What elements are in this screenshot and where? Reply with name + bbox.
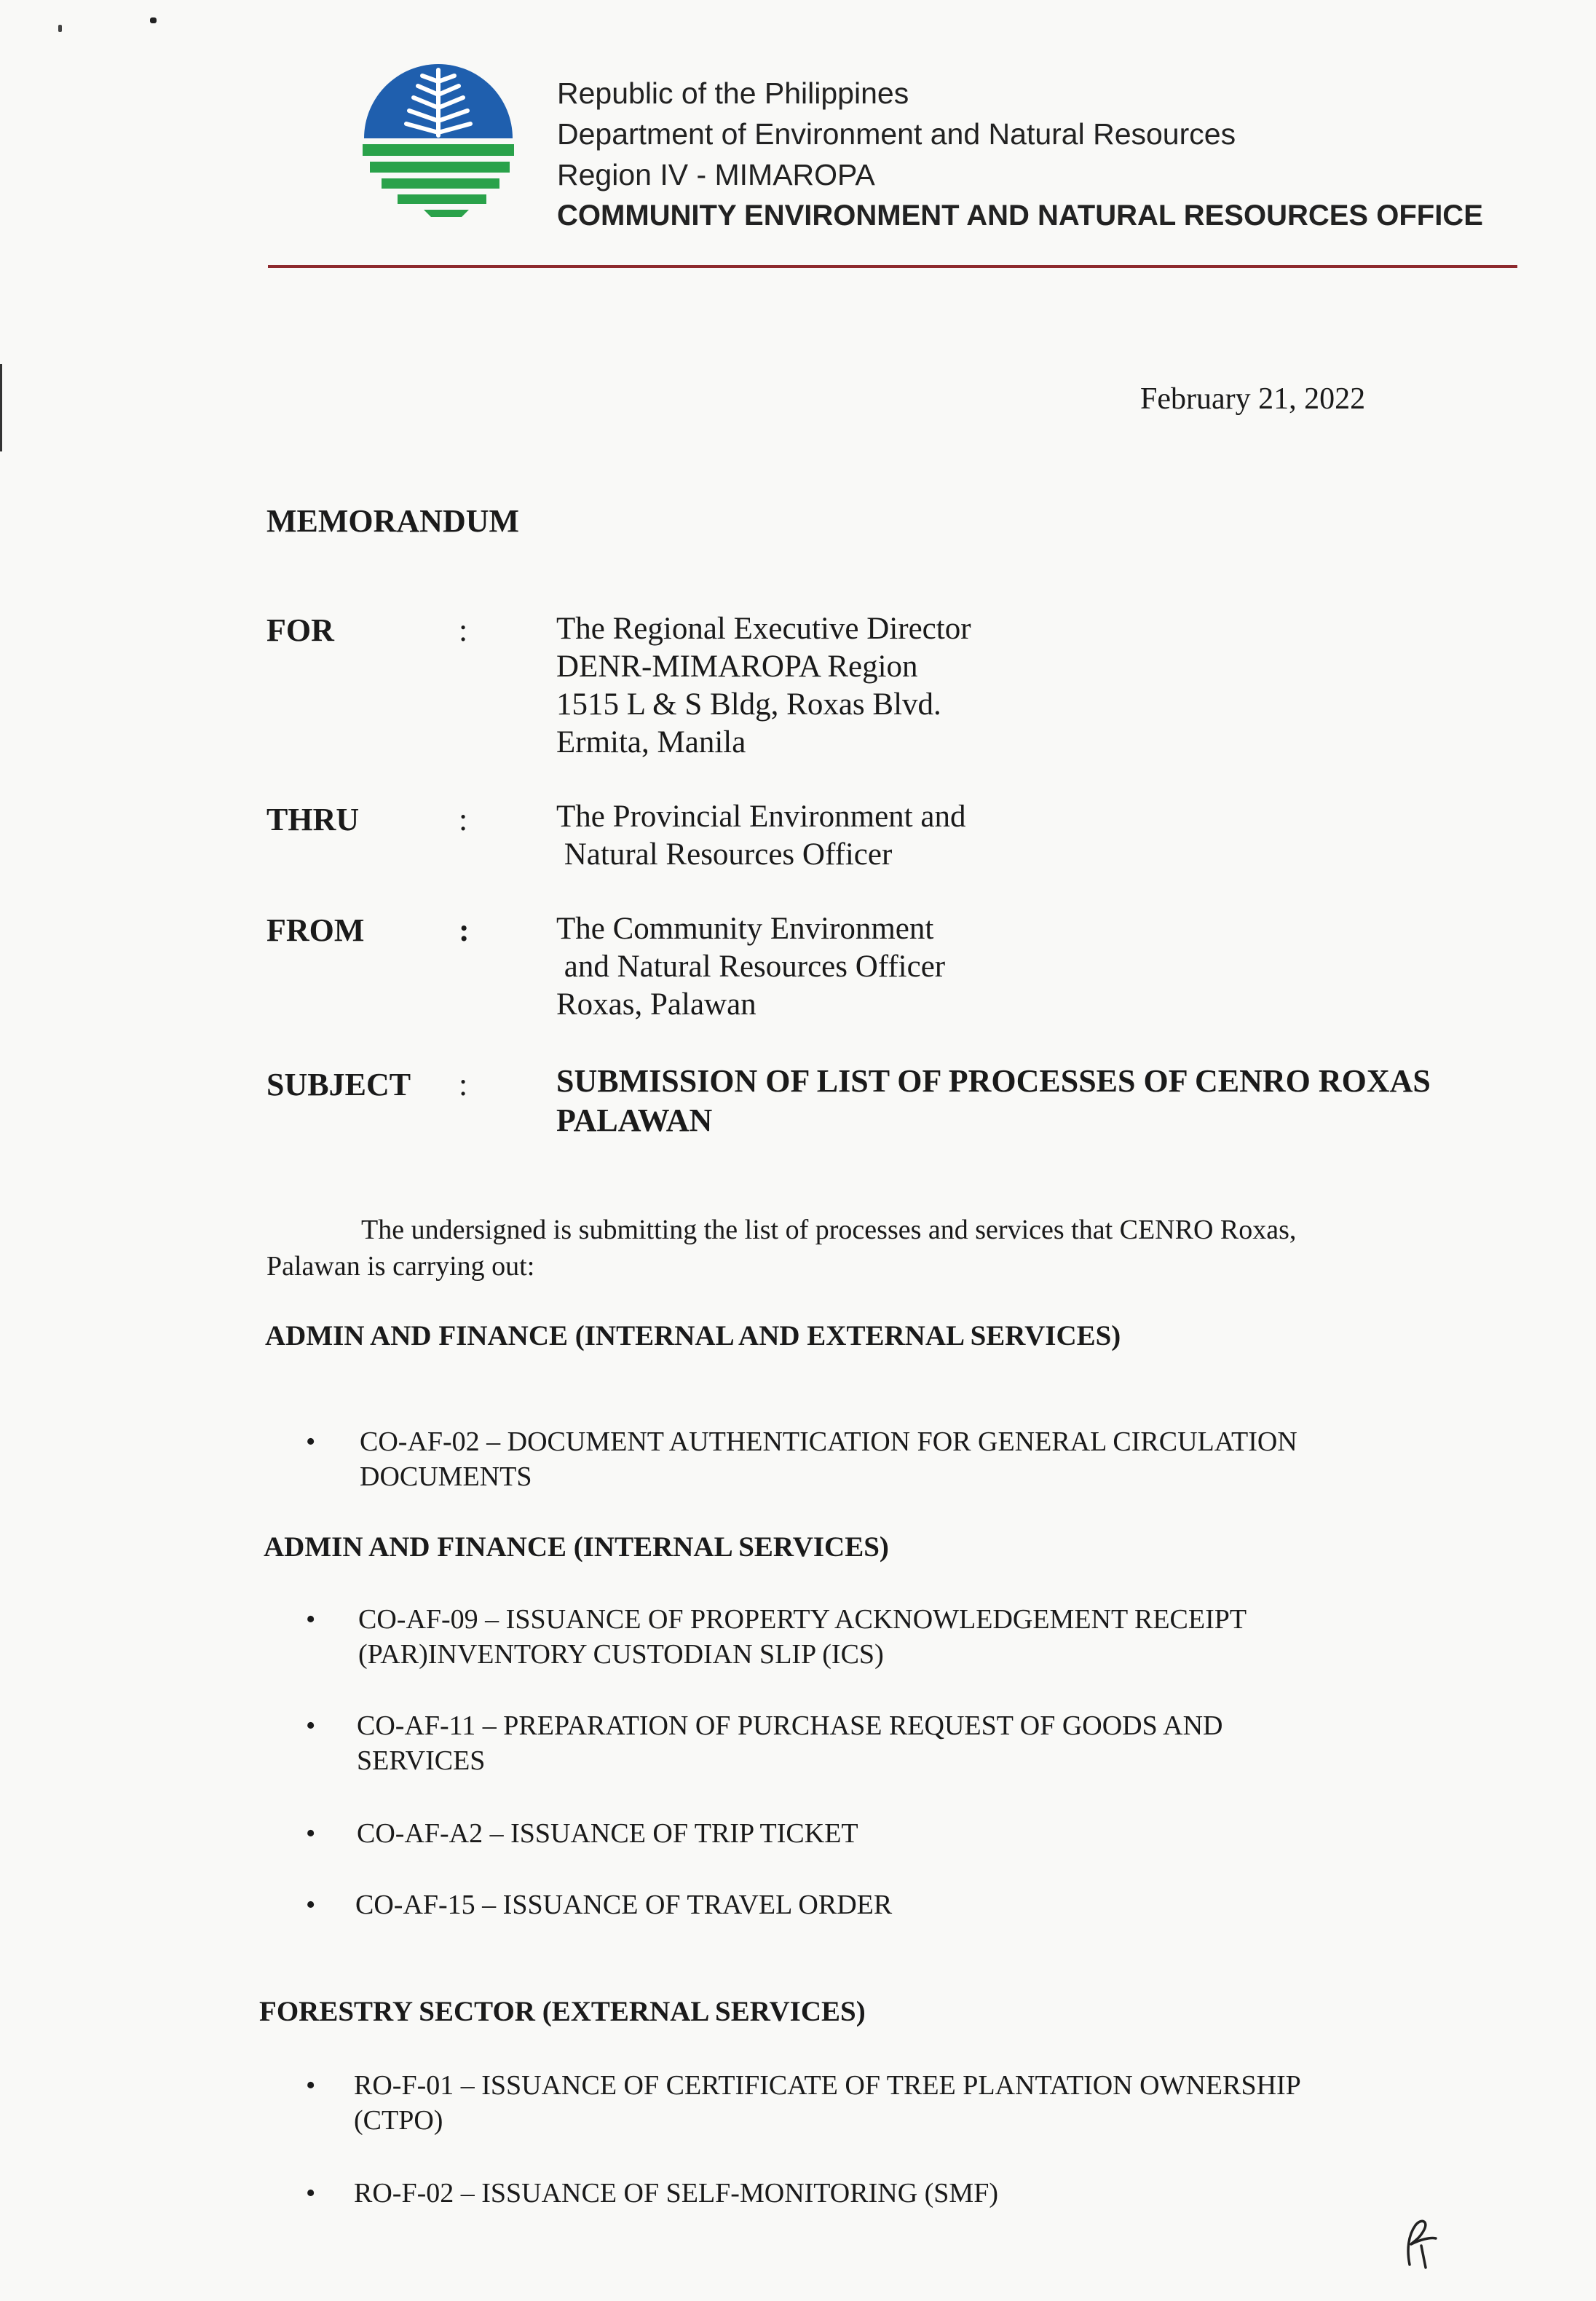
item-line: (PAR)INVENTORY CUSTODIAN SLIP (ICS) <box>358 1639 884 1670</box>
bullet-icon: • <box>306 1604 316 1635</box>
from-line: Roxas, Palawan <box>556 987 756 1022</box>
for-colon: : <box>459 612 468 648</box>
item-line: SERVICES <box>357 1745 486 1776</box>
list-item <box>357 1708 1434 1778</box>
for-line: 1515 L & S Bldg, Roxas Blvd. <box>556 687 941 722</box>
list-item <box>354 2068 1431 2138</box>
section-heading-admin-finance-int: ADMIN AND FINANCE (INTERNAL SERVICES) <box>264 1531 889 1563</box>
from-label: FROM <box>266 912 365 948</box>
denr-logo-icon <box>360 60 517 221</box>
bullet-icon: • <box>306 2070 316 2101</box>
list-item <box>358 1602 1436 1672</box>
subject-colon: : <box>459 1067 468 1102</box>
memo-title: MEMORANDUM <box>266 503 520 539</box>
header-divider <box>268 265 1517 268</box>
list-item <box>354 2176 1431 2211</box>
for-value <box>556 610 971 762</box>
section-heading-admin-finance-int-ext: ADMIN AND FINANCE (INTERNAL AND EXTERNAL SERVICES) <box>265 1320 1121 1351</box>
agency-line-region: Region IV - MIMAROPA <box>557 158 875 192</box>
bullet-icon: • <box>306 1890 316 1920</box>
thru-line: The Provincial Environment and <box>556 800 966 834</box>
thru-colon: : <box>459 802 468 837</box>
bullet-icon: • <box>306 1818 316 1849</box>
item-line: RO-F-02 – ISSUANCE OF SELF-MONITORING (SMF) <box>354 2178 999 2209</box>
item-line: CO-AF-11 – PREPARATION OF PURCHASE REQUEST OF GOODS AND <box>357 1710 1223 1741</box>
handwritten-initial-icon <box>1399 2214 1443 2272</box>
scan-edge-mark <box>0 364 2 451</box>
scan-speck <box>150 17 157 23</box>
subject-value <box>556 1062 1431 1140</box>
for-line: Ermita, Manila <box>556 725 746 759</box>
list-item <box>355 1887 1433 1922</box>
thru-line: Natural Resources Officer <box>556 837 893 872</box>
item-line: CO-AF-15 – ISSUANCE OF TRAVEL ORDER <box>355 1890 893 1920</box>
item-line: CO-AF-09 – ISSUANCE OF PROPERTY ACKNOWLEDGEMENT RECEIPT <box>358 1604 1247 1635</box>
subject-line: PALAWAN <box>556 1102 713 1138</box>
from-value <box>556 910 945 1024</box>
section-heading-forestry: FORESTRY SECTOR (EXTERNAL SERVICES) <box>259 1996 866 2027</box>
thru-value <box>556 798 965 874</box>
from-line: The Community Environment <box>556 912 934 946</box>
intro-line: Palawan is carrying out: <box>266 1251 535 1282</box>
scan-speck <box>58 25 62 32</box>
list-item <box>357 1816 1434 1851</box>
bullet-icon: • <box>306 1426 316 1457</box>
for-line: The Regional Executive Director <box>556 612 971 646</box>
item-line: CO-AF-02 – DOCUMENT AUTHENTICATION FOR GENERAL CIRCULATION <box>360 1426 1297 1457</box>
agency-header <box>557 73 1483 236</box>
item-line: CO-AF-A2 – ISSUANCE OF TRIP TICKET <box>357 1818 858 1849</box>
bullet-icon: • <box>306 1710 316 1741</box>
agency-line-department: Department of Environment and Natural Resources <box>557 117 1236 151</box>
intro-paragraph <box>266 1212 1388 1284</box>
subject-label: SUBJECT <box>266 1067 411 1102</box>
agency-line-office: COMMUNITY ENVIRONMENT AND NATURAL RESOURCES OFFICE <box>557 200 1483 232</box>
item-line: RO-F-01 – ISSUANCE OF CERTIFICATE OF TREE PLANTATION OWNERSHIP <box>354 2070 1301 2101</box>
from-colon: : <box>459 912 470 948</box>
intro-line: The undersigned is submitting the list of processes and services that CENRO Roxas, <box>361 1215 1297 1245</box>
subject-line: SUBMISSION OF LIST OF PROCESSES OF CENRO ROXAS <box>556 1063 1431 1099</box>
item-line: (CTPO) <box>354 2105 443 2136</box>
bullet-icon: • <box>306 2178 316 2209</box>
thru-label: THRU <box>266 802 360 837</box>
item-line: DOCUMENTS <box>360 1461 532 1492</box>
for-label: FOR <box>266 612 334 648</box>
for-line: DENR-MIMAROPA Region <box>556 650 918 684</box>
from-line: and Natural Resources Officer <box>556 950 946 984</box>
agency-line-republic: Republic of the Philippines <box>557 76 909 110</box>
memo-date: February 21, 2022 <box>1140 382 1366 416</box>
list-item <box>360 1424 1437 1494</box>
